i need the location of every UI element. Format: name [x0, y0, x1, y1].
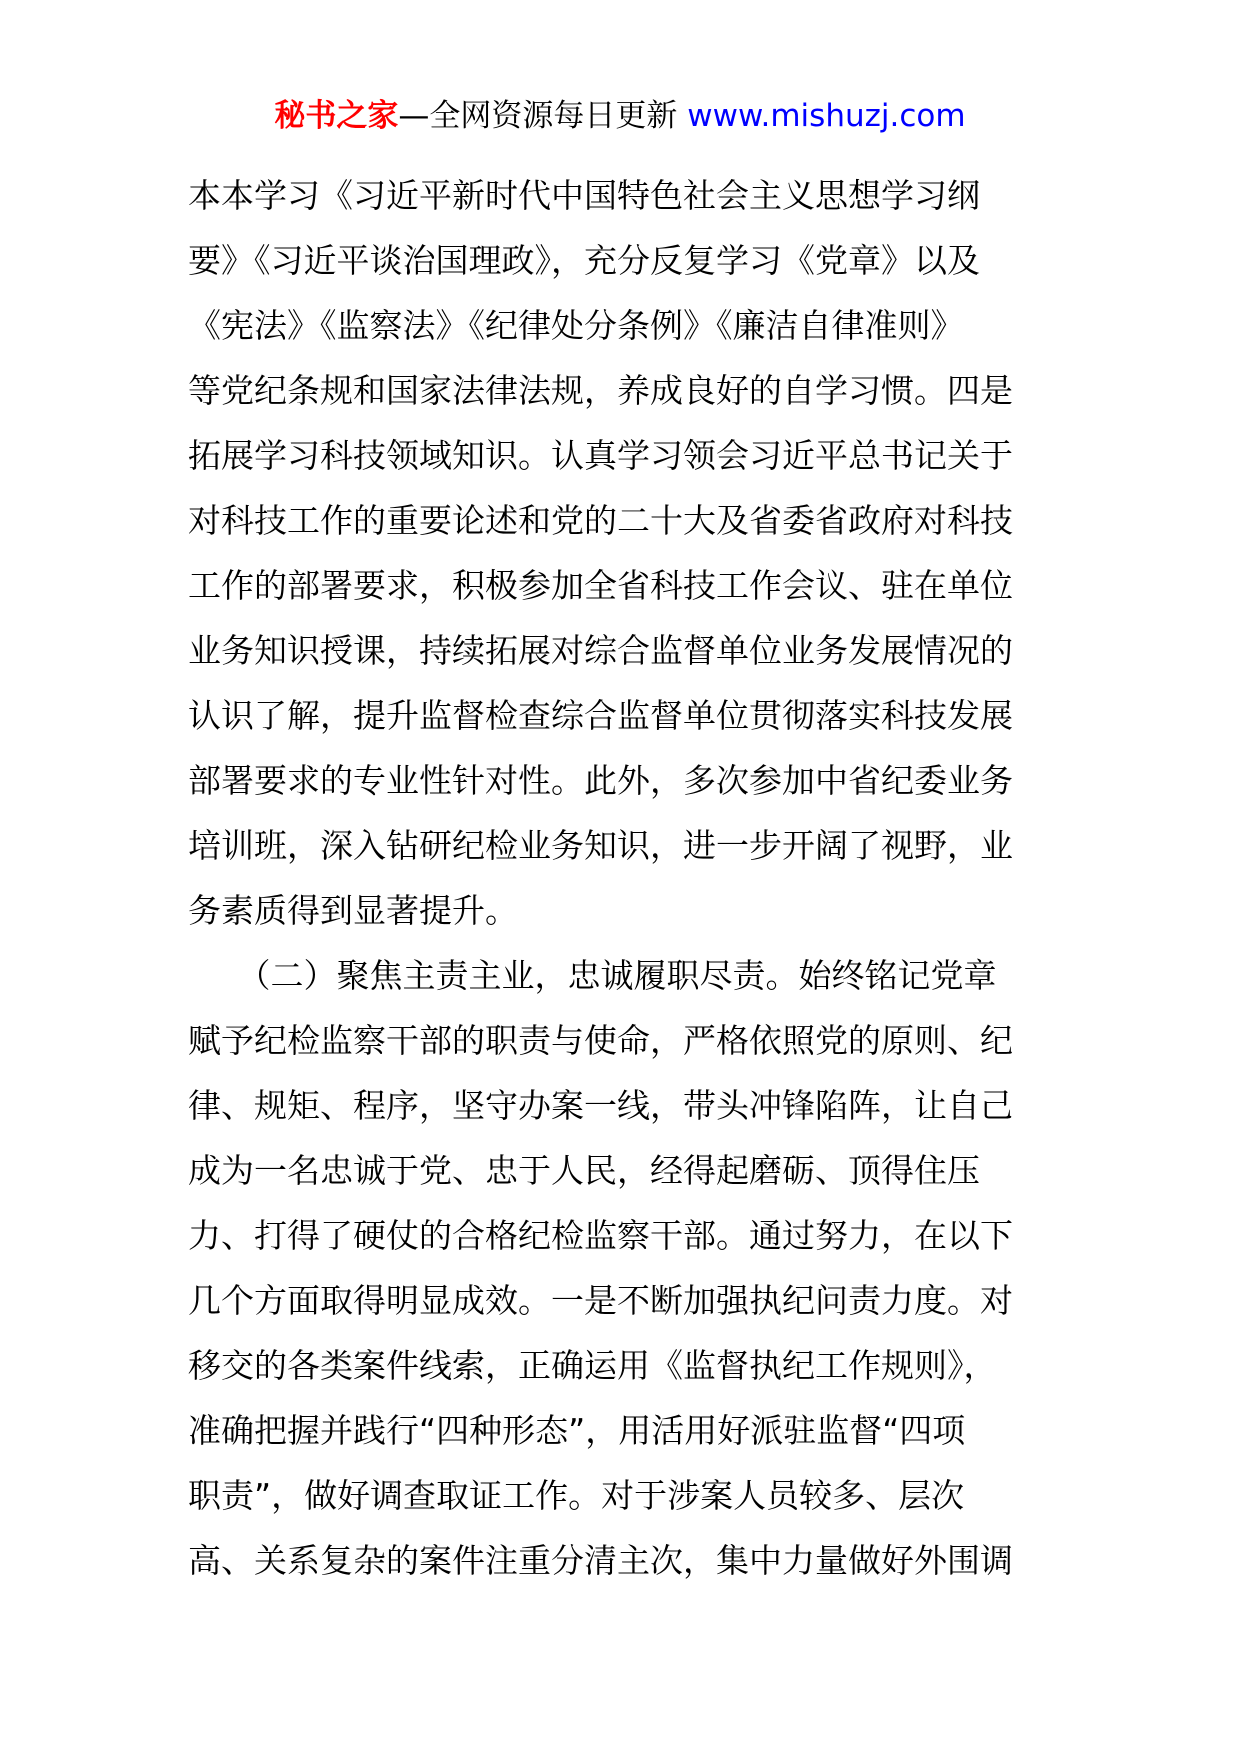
text-line: 律、规矩、程序，坚守办案一线，带头冲锋陷阵，让自己 [188, 1086, 1013, 1125]
text-line: 部署要求的专业性针对性。此外，多次参加中省纪委业务 [188, 761, 1013, 800]
text-line: 几个方面取得明显成效。一是不断加强执纪问责力度。对 [188, 1281, 1013, 1320]
text-line: 等党纪条规和国家法律法规，养成良好的自学习惯。四是 [188, 371, 1013, 410]
text-line: 成为一名忠诚于党、忠于人民，经得起磨砺、顶得住压 [188, 1151, 980, 1190]
text-line: 力、打得了硬仗的合格纪检监察干部。通过努力，在以下 [188, 1216, 1013, 1255]
text-line: 本本学习《习近平新时代中国特色社会主义思想学习纲 [188, 176, 980, 215]
text-line: 认识了解，提升监督检查综合监督单位贯彻落实科技发展 [188, 696, 1013, 735]
text-line: 对科技工作的重要论述和党的二十大及省委省政府对科技 [188, 501, 1013, 540]
text-line: 高、关系复杂的案件注重分清主次，集中力量做好外围调 [188, 1541, 1013, 1580]
text-line: 拓展学习科技领域知识。认真学习领会习近平总书记关于 [188, 436, 1013, 475]
document-body [188, 163, 1060, 1593]
text-line: 移交的各类案件线索，正确运用《监督执纪工作规则》， [188, 1346, 997, 1385]
text-line: （二）聚焦主责主业，忠诚履职尽责。始终铭记党章 [188, 956, 997, 995]
site-header [0, 96, 1240, 136]
text-line: 务素质得到显著提升。 [188, 891, 518, 930]
text-line: 工作的部署要求，积极参加全省科技工作会议、驻在单位 [188, 566, 1013, 605]
text-line: 准确把握并践行“四种形态”，用活用好派驻监督“四项 [188, 1411, 966, 1450]
header-tagline: —全网资源每日更新 [398, 98, 688, 134]
brand-name: 秘书之家 [274, 98, 399, 134]
text-line: 业务知识授课，持续拓展对综合监督单位业务发展情况的 [188, 631, 1013, 670]
text-line: 培训班，深入钻研纪检业务知识，进一步开阔了视野，业 [188, 826, 1013, 865]
text-line: 职责”，做好调查取证工作。对于涉案人员较多、层次 [188, 1476, 965, 1515]
text-line: 《宪法》《监察法》《纪律处分条例》《廉洁自律准则》 [188, 306, 964, 345]
text-line: 要》《习近平谈治国理政》，充分反复学习《党章》以及 [188, 241, 980, 280]
text-line: 赋予纪检监察干部的职责与使命，严格依照党的原则、纪 [188, 1021, 1013, 1060]
website-link[interactable]: www.mishuzj.com [687, 98, 966, 134]
